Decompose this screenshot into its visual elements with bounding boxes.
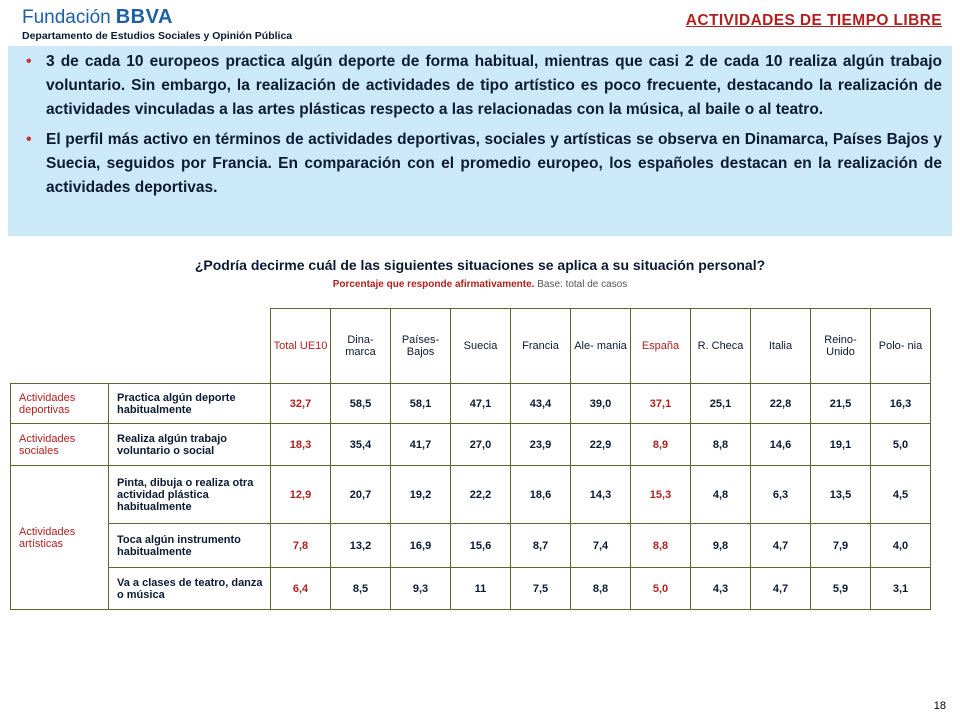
- results-table: [10, 308, 931, 610]
- col-header: Italia: [751, 309, 811, 384]
- value-cell: 8,7: [511, 524, 571, 568]
- value-cell: 13,2: [331, 524, 391, 568]
- section-title: ACTIVIDADES DE TIEMPO LIBRE: [685, 12, 942, 29]
- value-cell: 7,5: [511, 568, 571, 610]
- value-cell: 7,4: [571, 524, 631, 568]
- logo-text-fundacion: Fundación: [22, 7, 111, 28]
- value-cell: 14,3: [571, 466, 631, 524]
- value-cell: 8,8: [691, 424, 751, 466]
- row-label: Pinta, dibuja o realiza otra actividad plástica habitualmente: [109, 466, 271, 524]
- value-cell: 39,0: [571, 384, 631, 424]
- table-header-row: [11, 309, 931, 384]
- value-cell: 41,7: [391, 424, 451, 466]
- col-header: Francia: [511, 309, 571, 384]
- value-cell: 8,9: [631, 424, 691, 466]
- value-cell: 4,7: [751, 568, 811, 610]
- value-cell: 7,8: [271, 524, 331, 568]
- value-cell: 8,5: [331, 568, 391, 610]
- subtitle-percent-note: Porcentaje que responde afirmativamente.: [332, 279, 535, 290]
- col-header: Suecia: [451, 309, 511, 384]
- value-cell: 19,2: [391, 466, 451, 524]
- header-blank: [11, 309, 109, 384]
- value-cell: 25,1: [691, 384, 751, 424]
- value-cell: 16,3: [871, 384, 931, 424]
- table-row: [11, 466, 931, 524]
- col-header: Total UE10: [271, 309, 331, 384]
- category-cell: Actividades deportivas: [11, 384, 109, 424]
- value-cell: 35,4: [331, 424, 391, 466]
- value-cell: 22,9: [571, 424, 631, 466]
- department-name: Departamento de Estudios Sociales y Opinión Pública: [22, 30, 293, 42]
- value-cell: 18,6: [511, 466, 571, 524]
- value-cell: 14,6: [751, 424, 811, 466]
- value-cell: 58,1: [391, 384, 451, 424]
- value-cell: 43,4: [511, 384, 571, 424]
- value-cell: 19,1: [811, 424, 871, 466]
- col-header: Reino- Unido: [811, 309, 871, 384]
- col-header: Dina- marca: [331, 309, 391, 384]
- row-label: Va a clases de teatro, danza o música: [109, 568, 271, 610]
- value-cell: 5,9: [811, 568, 871, 610]
- summary-list: [24, 50, 942, 200]
- survey-question: ¿Podría decirme cuál de las siguientes situaciones se aplica a su situación personal?: [194, 257, 766, 273]
- summary-bullet: [24, 128, 942, 200]
- col-header: Polo- nia: [871, 309, 931, 384]
- value-cell: 8,8: [571, 568, 631, 610]
- value-cell: 6,4: [271, 568, 331, 610]
- summary-box: [8, 46, 952, 236]
- logo-text-bbva: BBVA: [115, 6, 173, 28]
- page-number: 18: [933, 700, 946, 712]
- value-cell: 4,3: [691, 568, 751, 610]
- header-blank: [109, 309, 271, 384]
- summary-bullet-text: 3 de cada 10 europeos practica algún deporte de forma habitual, mientras que casi 2 de cada 10 realiza algún trabajo voluntario. Sin embargo, la realización de actividades de tipo artístico es poco frecuente, destacando la realización de actividades vinculadas a las artes plásticas respecto a las relacionadas con la música, al baile o al teatro.: [46, 53, 942, 118]
- category-cell: Actividades artísticas: [11, 466, 109, 610]
- value-cell: 37,1: [631, 384, 691, 424]
- value-cell: 15,6: [451, 524, 511, 568]
- value-cell: 22,8: [751, 384, 811, 424]
- value-cell: 16,9: [391, 524, 451, 568]
- summary-bullet: [24, 50, 942, 122]
- value-cell: 5,0: [871, 424, 931, 466]
- value-cell: 23,9: [511, 424, 571, 466]
- value-cell: 12,9: [271, 466, 331, 524]
- subtitle-base-note: Base: total de casos: [537, 279, 628, 290]
- value-cell: 6,3: [751, 466, 811, 524]
- row-label: Toca algún instrumento habitualmente: [109, 524, 271, 568]
- value-cell: 4,5: [871, 466, 931, 524]
- value-cell: 47,1: [451, 384, 511, 424]
- value-cell: 4,0: [871, 524, 931, 568]
- value-cell: 5,0: [631, 568, 691, 610]
- value-cell: 21,5: [811, 384, 871, 424]
- value-cell: 22,2: [451, 466, 511, 524]
- row-label: Realiza algún trabajo voluntario o social: [109, 424, 271, 466]
- col-header: Países- Bajos: [391, 309, 451, 384]
- value-cell: 11: [451, 568, 511, 610]
- value-cell: 32,7: [271, 384, 331, 424]
- value-cell: 4,7: [751, 524, 811, 568]
- col-header: España: [631, 309, 691, 384]
- value-cell: 9,8: [691, 524, 751, 568]
- row-label: Practica algún deporte habitualmente: [109, 384, 271, 424]
- value-cell: 3,1: [871, 568, 931, 610]
- summary-bullet-text: El perfil más activo en términos de actividades deportivas, sociales y artísticas se observa en Dinamarca, Países Bajos y Suecia, seguidos por Francia. En comparación con el promedio europeo, los españoles destacan en la realización de actividades deportivas.: [46, 131, 942, 196]
- value-cell: 18,3: [271, 424, 331, 466]
- col-header: R. Checa: [691, 309, 751, 384]
- table-row: [11, 568, 931, 610]
- value-cell: 7,9: [811, 524, 871, 568]
- fundacion-bbva-logo: [22, 6, 173, 29]
- value-cell: 58,5: [331, 384, 391, 424]
- value-cell: 8,8: [631, 524, 691, 568]
- col-header: Ale- mania: [571, 309, 631, 384]
- bullet-icon: •: [26, 131, 32, 148]
- value-cell: 20,7: [331, 466, 391, 524]
- value-cell: 4,8: [691, 466, 751, 524]
- category-cell: Actividades sociales: [11, 424, 109, 466]
- value-cell: 15,3: [631, 466, 691, 524]
- value-cell: 27,0: [451, 424, 511, 466]
- value-cell: 13,5: [811, 466, 871, 524]
- table-row: [11, 524, 931, 568]
- table-row: [11, 384, 931, 424]
- question-subtitle: [0, 279, 960, 290]
- value-cell: 9,3: [391, 568, 451, 610]
- table-row: [11, 424, 931, 466]
- bullet-icon: •: [26, 53, 32, 70]
